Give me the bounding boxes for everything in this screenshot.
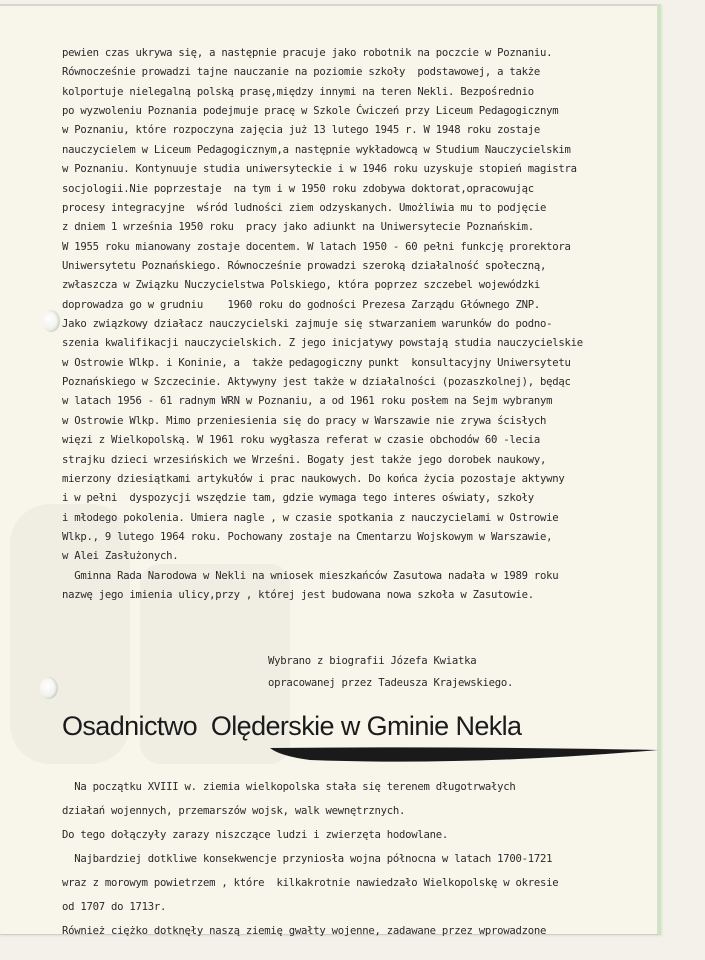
page-top-edge [0,4,657,6]
text-line: Do tego dołączyły zarazy niszczące ludzi i zwierzęta hodowlane. [62,829,449,841]
signature-line: Wybrano z biografii Józefa Kwiatka [268,655,477,667]
text-line: Jako związkowy działacz nauczycielski zajmuje się stwarzaniem warunków do podno- [62,318,553,330]
text-line: doprowadza go w grudniu 1960 roku do godności Prezesa Zarządu Głównego ZNP. [62,299,540,311]
text-line: Na początku XVIII w. ziemia wielkopolska stała się terenem długotrwałych [62,781,516,793]
text-line: mierzony dziesiątkami artykułów i prac naukowych. Do końca życia pozostaje aktywny [62,473,565,485]
heading-underline-swoosh [270,744,660,766]
text-line: wraz z morowym powietrzem , które kilkakrotnie nawiedzało Wielkopolskę w okresie [62,877,559,889]
text-line: strajku dzieci wrzesińskich we Wrześni. Bogaty jest także jego dorobek naukowy, [62,454,547,466]
text-line: w Alei Zasłużonych. [62,550,179,562]
text-line: działań wojennych, przemarszów wojsk, walk wewnętrznych. [62,805,406,817]
text-line: w Poznaniu. Kontynuuje studia uniwersyteckie i w 1946 roku uzyskuje stopień magistra [62,163,577,175]
punch-hole-icon [42,310,60,332]
text-line: zwłaszcza w Związku Nuczycielstwa Polskiego, która poprzez szczebel wojewódzki [62,279,540,291]
text-line: szenia kwalifikacji nauczycielskich. Z jego inicjatywy powstają studia nauczycielskie [62,337,583,349]
text-line: w Ostrowie Wlkp. i Koninie, a także pedagogiczny punkt konsultacyjny Uniwersytetu [62,357,571,369]
text-line: Wlkp., 9 lutego 1964 roku. Pochowany zostaje na Cmentarzu Wojskowym w Warszawie, [62,531,553,543]
text-line: więzi z Wielkopolską. W 1961 roku wygłasza referat w czasie obchodów 60 -lecia [62,434,540,446]
text-line: Gminna Rada Narodowa w Nekli na wniosek mieszkańców Zasutowa nadała w 1989 roku [62,570,559,582]
text-line: w Ostrowie Wlkp. Mimo przeniesienia się do pracy w Warszawie nie zrywa ścisłych [62,415,547,427]
text-line: procesy integracyjne wśród ludności ziem odzyskanych. Umożliwia mu to podjęcie [62,202,547,214]
text-line: po wyzwoleniu Poznania podejmuje pracę w Szkole Ćwiczeń przy Liceum Pedagogicznym [62,105,559,117]
punch-hole-icon [40,677,58,699]
text-line: Również ciężko dotknęły naszą ziemię gwałty wojenne, zadawane przez wprowadzone [62,925,547,937]
text-line: Poznańskiego w Szczecinie. Aktywyny jest także w działalności (pozaszkolnej), będąc [62,376,571,388]
text-line: i młodego pokolenia. Umiera nagle , w czasie spotkania z nauczycielami w Ostrowie [62,512,559,524]
text-line: od 1707 do 1713r. [62,901,167,913]
section-heading: Osadnictwo Olęderskie w Gminie Nekla [62,711,522,741]
text-line: Uniwersytetu Poznańskiego. Równocześnie prowadzi szeroką działalność społeczną, [62,260,547,272]
text-line: z dniem 1 września 1950 roku pracy jako adiunkt na Uniwersytecie Poznańskim. [62,221,534,233]
text-line: socjologii.Nie poprzestaje na tym i w 1950 roku zdobywa doktorat,opracowując [62,183,534,195]
text-line: Najbardziej dotkliwe konsekwencje przyniosła wojna północna w latach 1700-1721 [62,853,553,865]
text-line: Równocześnie prowadzi tajne nauczanie na poziomie szkoły podstawowej, a także [62,66,540,78]
text-line: w Poznaniu, które rozpoczyna zajęcia już 13 lutego 1945 r. W 1948 roku zostaje [62,124,540,136]
text-line: nauczycielem w Liceum Pedagogicznym,a następnie wykładowcą w Studium Nauczycielskim [62,144,571,156]
text-line: nazwę jego imienia ulicy,przy , której jest budowana nowa szkoła w Zasutowie. [62,589,534,601]
text-line: w latach 1956 - 61 radnym WRN w Poznaniu, a od 1961 roku posłem na Sejm wybranym [62,395,553,407]
text-line: kolportuje nielegalną polską prasę,między innymi na teren Nekli. Bezpośrednio [62,86,534,98]
signature-line: opracowanej przez Tadeusza Krajewskiego. [268,677,514,689]
document-page [0,4,661,935]
text-line: pewien czas ukrywa się, a następnie pracuje jako robotnik na poczcie w Poznaniu. [62,47,553,59]
text-line: W 1955 roku mianowany zostaje docentem. W latach 1950 - 60 pełni funkcję prorektora [62,241,571,253]
text-line: i w pełni dyspozycji wszędzie tam, gdzie wymaga tego interes oświaty, szkoły [62,492,534,504]
